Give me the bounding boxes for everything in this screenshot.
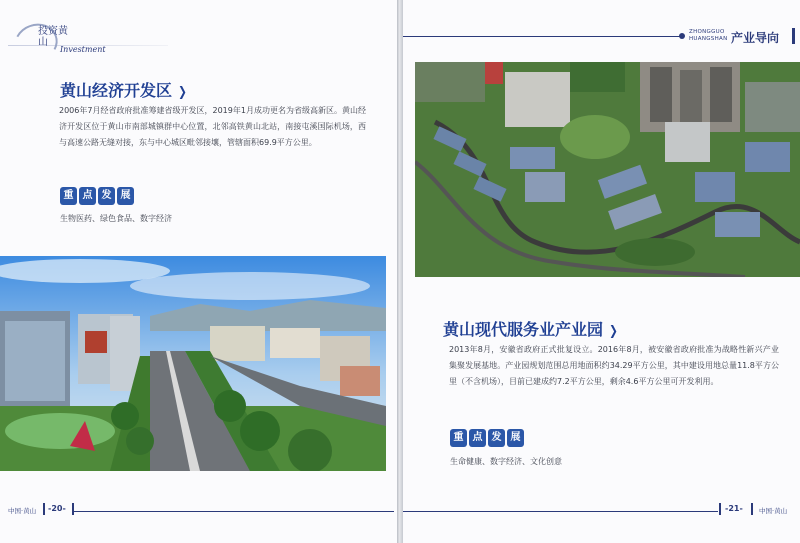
footer-divider [74, 511, 394, 512]
page-number: -21- [725, 504, 743, 513]
section-title-devzone: 黄山经济开发区 ❯ [60, 81, 187, 100]
chevron-right-icon: ❯ [178, 85, 187, 100]
page-number: -20- [48, 504, 66, 513]
aerial-park-photo [415, 62, 800, 277]
header-title: 产业导向 [731, 31, 780, 45]
section-body-devzone: 2006年7月经省政府批准筹建省级开发区，2019年1月成功更名为省级高新区。黄山经济开发区位于黄山市南部城镇群中心位置，北邻高铁黄山北站，南接屯溪国际机场，西与高速公路无缝对接，东与中心城区毗邻接壤，管辖面积69.9平方公里。 [59, 106, 366, 147]
footer-label: 中国·黄山 [759, 507, 788, 515]
key-development-badge: 重 点 发 展 [450, 427, 524, 449]
investment-logo [14, 18, 164, 60]
chevron-right-icon: ❯ [609, 324, 618, 339]
logo-cn-text: 投资黄山 [38, 26, 68, 48]
section-body-service-park: 2013年8月，安徽省政府正式批复设立。2016年8月，被安徽省政府批准为战略性新兴产业集聚发展基地。产业园规划范围总用地面积约34.29平方公里，其中建设用地总量11.8平方公里（不含机场），目前已建成约7.2平方公里，剩余4.6平方公里可开发利用。 [449, 345, 779, 386]
footer-label: 中国·黄山 [8, 507, 37, 515]
logo-en-text: Investment [60, 45, 106, 54]
left-page [0, 0, 397, 543]
header-en-text: ZHONGGUO HUANGSHAN [689, 29, 728, 42]
footer-divider [403, 511, 718, 512]
key-sectors-text: 生命健康、数字经济、文化创意 [450, 457, 562, 466]
right-page [403, 0, 800, 543]
dot-icon [679, 33, 685, 39]
header-divider [403, 36, 681, 37]
city-boulevard-photo [0, 256, 386, 471]
key-sectors-text: 生物医药、绿色食品、数字经济 [60, 214, 172, 223]
section-title-service-park: 黄山现代服务业产业园 ❯ [443, 320, 618, 339]
key-development-badge: 重 点 发 展 [60, 185, 134, 207]
